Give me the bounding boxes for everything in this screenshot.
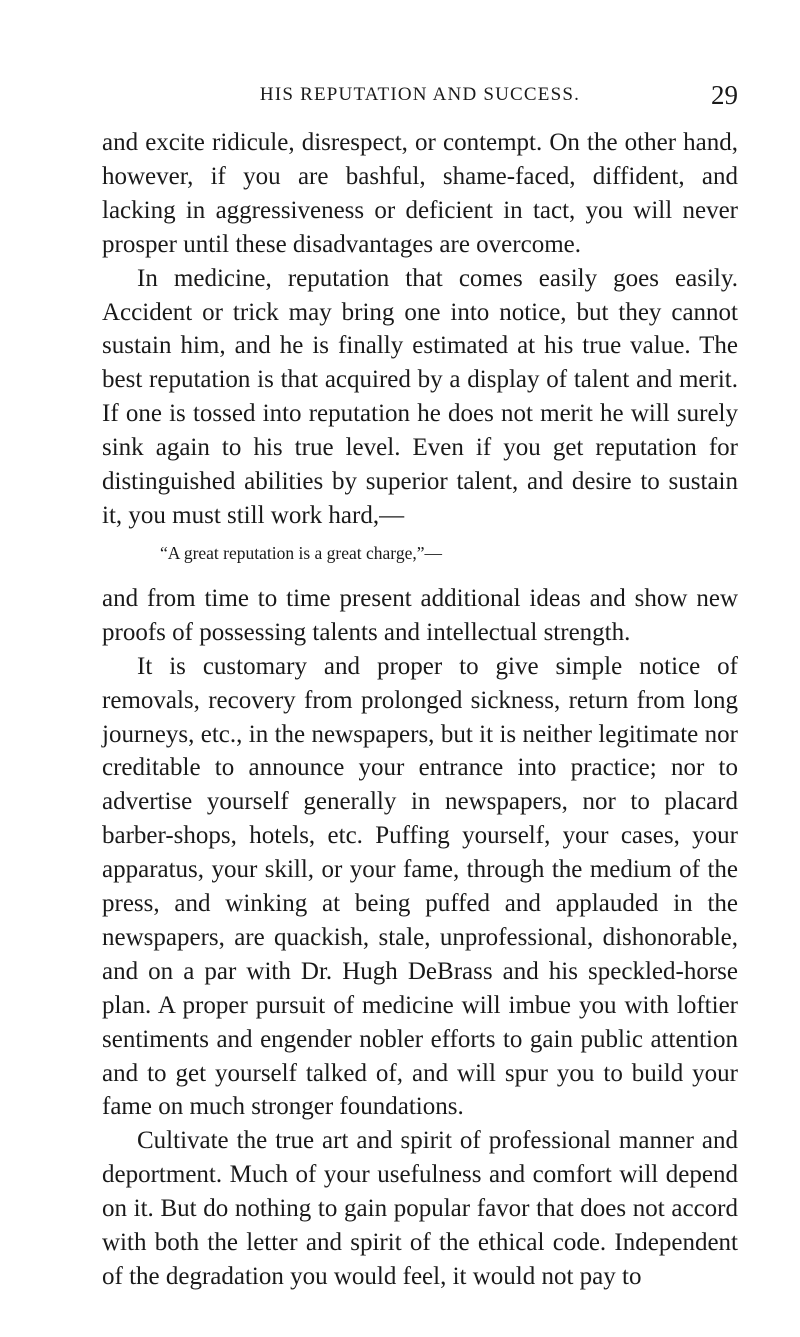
paragraph-after-quote: and from time to time present additional ideas and show new proofs of possessing talents and intellectual strength. [102,584,738,646]
paragraph-advertising: It is customary and proper to give simple notice of removals, recovery from prolonged sickness, return from long journeys, etc., in the newspapers, but it is neither legitimate nor creditable to announce your entrance into practice; nor to advertise yourself generally in newspapers, nor to placard barber-shops, hotels, etc. Puffing yourself, your cases, your apparatus, your skill, or your fame, through the medium of the press, and winking at being puffed and applauded in the newspapers, are quackish, stale, unprofessional, dishonorable, and on a par with Dr. Hugh DeBrass and his speckled-horse plan. A proper pursuit of medicine will imbue you with loftier sentiments and engender nobler efforts to gain public attention and to get yourself talked of, and will spur you to build your fame on much stronger foundations. [102,652,738,1121]
page-number: 29 [711,80,738,110]
paragraph-deportment: Cultivate the true art and spirit of professional manner and deportment. Much of your usefulness and comfort will depend on it. But do nothing to gain popular favor that does not accord with both the letter and spirit of the ethical code. Independent of the degradation you would feel, it would not pay to [102,1127,738,1290]
paragraph-continuation: and excite ridicule, disrespect, or contempt. On the other hand, however, if you are bashful, shame-faced, diffident, and lacking in aggressiveness or deficient in tact, you will never prosper until these disadvantages are overcome. [102,129,738,258]
block-quote: “A great reputation is a great charge,”— [160,542,442,563]
body-text [102,126,738,1294]
running-title: HIS REPUTATION AND SUCCESS. [259,84,581,105]
paragraph-reputation: In medicine, reputation that comes easily goes easily. Accident or trick may bring one into notice, but they cannot sustain him, and he is finally estimated at his true value. The best reputation is that acquired by a display of talent and merit. If one is tossed into reputation he does not merit he will surely sink again to his true level. Even if you get reputation for distinguished abilities by superior talent, and desire to sustain it, you must still work hard,— [102,264,738,529]
running-head [102,80,738,114]
